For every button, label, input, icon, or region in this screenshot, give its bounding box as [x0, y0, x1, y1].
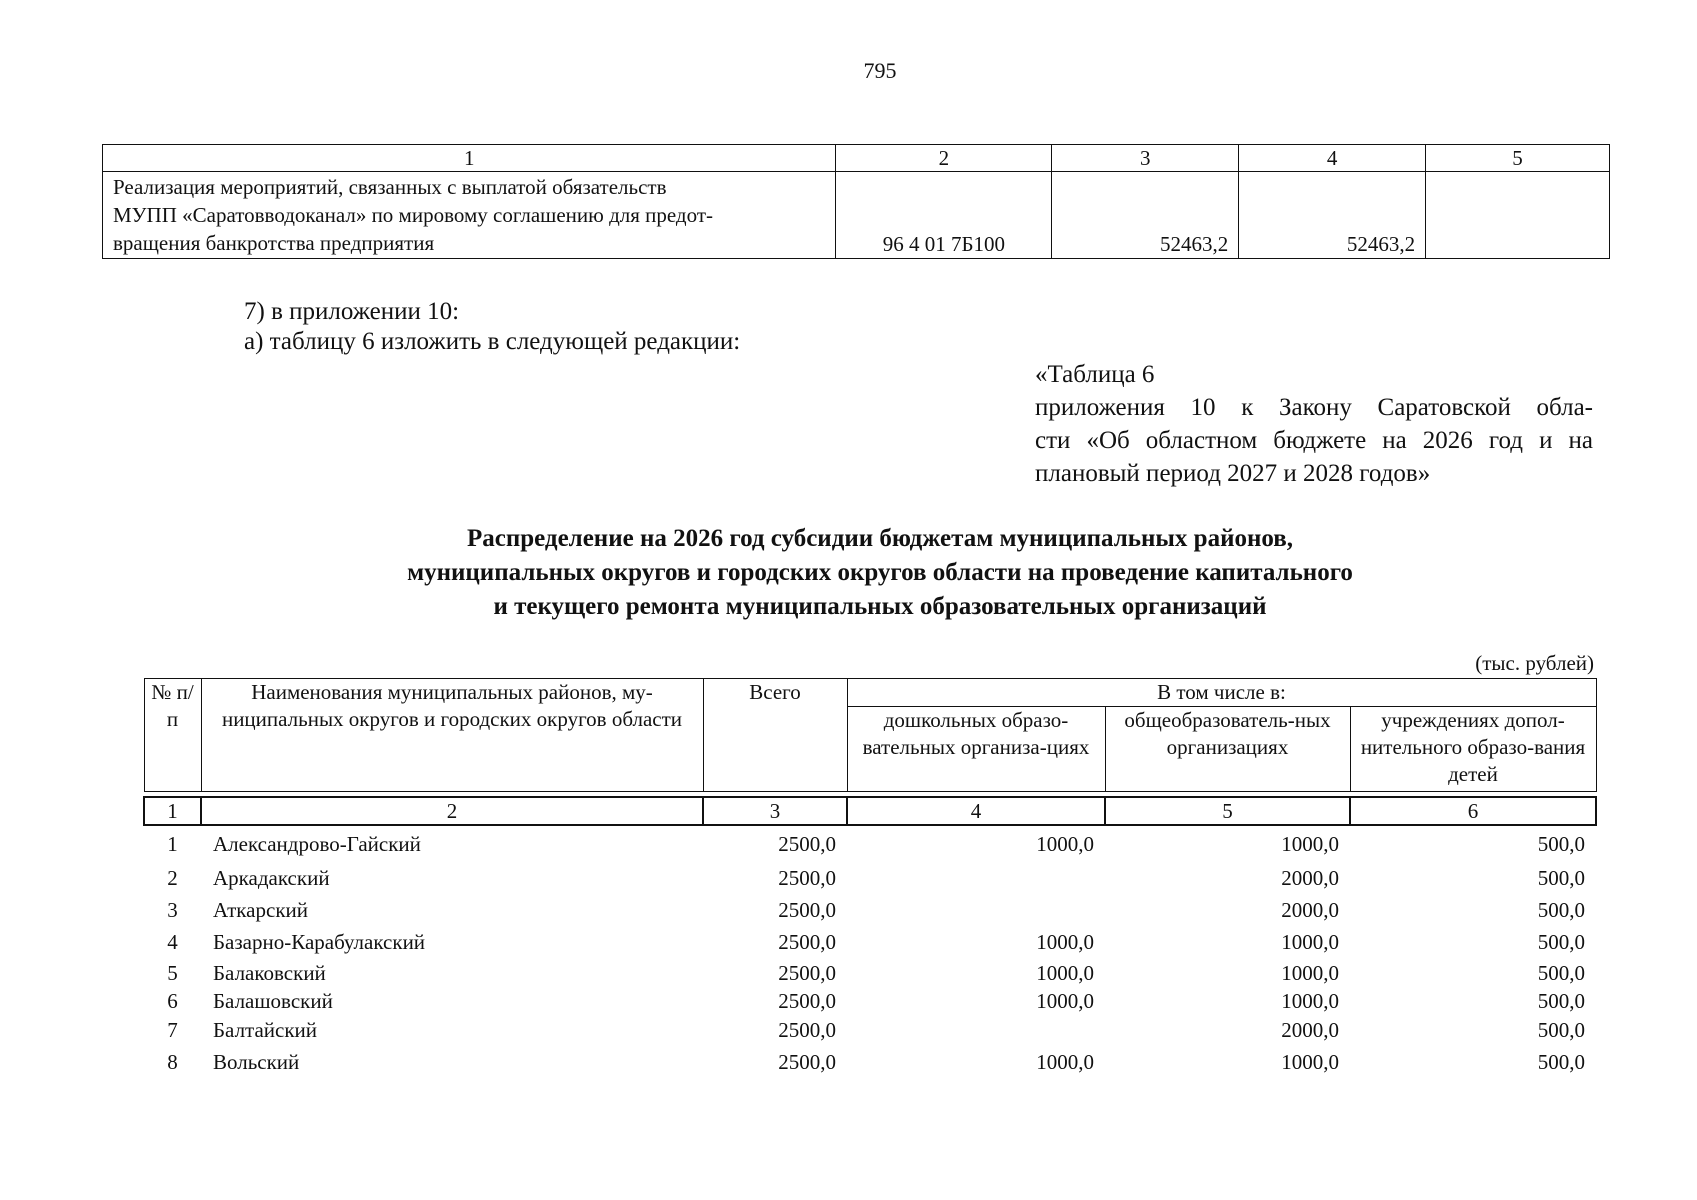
row-total: 2500,0: [778, 897, 836, 922]
row-additional: 500,0: [1537, 1017, 1586, 1042]
row-general: 1000,0: [1281, 988, 1339, 1013]
table-annotation: [1035, 358, 1593, 490]
table-header-row: [144, 679, 1596, 707]
description-line: Реализация мероприятий, связанных с выплатой обязательств: [113, 175, 667, 199]
row-number: 6: [167, 988, 178, 1013]
table-row: [144, 958, 1596, 988]
title-line: муниципальных округов и городских округов области на проведение капитального: [407, 559, 1353, 586]
title-line: и текущего ремонта муниципальных образовательных организаций: [493, 593, 1267, 620]
header-general: общеобразователь-ных организациях: [1105, 707, 1350, 792]
row-general: 1000,0: [1281, 1049, 1339, 1074]
annotation-line: «Таблица 6: [1035, 361, 1155, 388]
table-row: [144, 926, 1596, 958]
row-additional: 500,0: [1537, 897, 1586, 922]
row-col4: 52463,2: [1239, 172, 1426, 259]
column-number: 1: [144, 797, 201, 825]
column-number: 4: [847, 797, 1105, 825]
row-additional: 500,0: [1537, 1049, 1586, 1074]
row-name: Александрово-Гайский: [213, 831, 421, 856]
paragraph-item-7: 7) в приложении 10:: [244, 298, 460, 325]
units-label: (тыс. рублей): [1475, 651, 1594, 675]
row-preschool: 1000,0: [1036, 831, 1094, 856]
row-name: Балтайский: [213, 1017, 318, 1042]
table-row: [103, 172, 1610, 259]
header-additional: учреждениях допол-нительного образо-вания детей: [1350, 707, 1596, 792]
header-total: Всего: [703, 679, 847, 792]
row-col3: 52463,2: [1052, 172, 1239, 259]
row-name: Аркадакский: [213, 865, 330, 890]
row-total: 2500,0: [778, 960, 836, 985]
description-line: вращения банкротства предприятия: [113, 231, 435, 255]
row-number: 8: [167, 1049, 178, 1074]
row-description: [103, 172, 836, 259]
row-preschool: [847, 862, 1105, 894]
table-row: [144, 825, 1596, 862]
header-cell: 2: [836, 145, 1052, 172]
row-additional: 500,0: [1537, 929, 1586, 954]
page-number: 795: [863, 58, 897, 83]
row-general: 2000,0: [1281, 897, 1339, 922]
header-including: В том числе в:: [847, 679, 1596, 707]
row-total: 2500,0: [778, 1049, 836, 1074]
subsidy-table: [143, 678, 1597, 1078]
annotation-line: сти «Об областном бюджете на 2026 год и на: [1035, 427, 1593, 454]
row-preschool: 1000,0: [1036, 929, 1094, 954]
paragraph-item-a: а) таблицу 6 изложить в следующей редакции:: [244, 328, 741, 355]
row-preschool: 1000,0: [1036, 1049, 1094, 1074]
row-name: Балашовский: [213, 988, 333, 1013]
row-name: Балаковский: [213, 960, 326, 985]
title-line: Распределение на 2026 год субсидии бюджетам муниципальных районов,: [466, 525, 1294, 552]
row-number: 4: [167, 929, 178, 954]
row-name: Аткарский: [213, 897, 309, 922]
row-number: 3: [167, 897, 178, 922]
column-number: 6: [1350, 797, 1596, 825]
row-general: 1000,0: [1281, 831, 1339, 856]
row-name: Базарно-Карабулакский: [213, 929, 426, 954]
row-col5: [1426, 172, 1610, 259]
annotation-line: плановый период 2027 и 2028 годов»: [1035, 460, 1431, 487]
table-row: [144, 1014, 1596, 1046]
row-total: 2500,0: [778, 831, 836, 856]
row-number: 2: [167, 865, 178, 890]
column-number: 5: [1105, 797, 1350, 825]
continuation-table: [102, 144, 1610, 259]
row-general: 2000,0: [1281, 1017, 1339, 1042]
header-cell: 1: [103, 145, 836, 172]
header-cell: 4: [1239, 145, 1426, 172]
header-num: № п/п: [144, 679, 201, 792]
column-numbers-row: [144, 797, 1596, 825]
row-general: 1000,0: [1281, 960, 1339, 985]
row-code: 96 4 01 7Б100: [836, 172, 1052, 259]
row-general: 2000,0: [1281, 865, 1339, 890]
description-line: МУПП «Саратовводоканал» по мировому соглашению для предот-: [113, 203, 714, 227]
row-additional: 500,0: [1537, 988, 1586, 1013]
annotation-line: приложения 10 к Закону Саратовской обла-: [1035, 394, 1593, 421]
row-preschool: 1000,0: [1036, 960, 1094, 985]
header-cell: 3: [1052, 145, 1239, 172]
row-total: 2500,0: [778, 929, 836, 954]
row-number: 5: [167, 960, 178, 985]
row-additional: 500,0: [1537, 960, 1586, 985]
row-total: 2500,0: [778, 1017, 836, 1042]
table-row: [144, 894, 1596, 926]
row-name: Вольский: [213, 1049, 300, 1074]
header-preschool: дошкольных образо-вательных организа-циях: [847, 707, 1105, 792]
row-total: 2500,0: [778, 865, 836, 890]
row-number: 1: [167, 831, 178, 856]
row-preschool: 1000,0: [1036, 988, 1094, 1013]
column-number: 3: [703, 797, 847, 825]
row-preschool: [847, 894, 1105, 926]
document-title: [0, 522, 1697, 624]
row-additional: 500,0: [1537, 865, 1586, 890]
row-number: 7: [167, 1017, 178, 1042]
row-general: 1000,0: [1281, 929, 1339, 954]
table-row: [144, 988, 1596, 1014]
row-additional: 500,0: [1537, 831, 1586, 856]
column-number: 2: [201, 797, 703, 825]
table-row: [144, 862, 1596, 894]
row-total: 2500,0: [778, 988, 836, 1013]
table-row: [144, 1046, 1596, 1078]
row-preschool: [847, 1014, 1105, 1046]
continuation-table-header: [103, 145, 1610, 172]
header-name: Наименования муниципальных районов, му-ниципальных округов и городских округов области: [201, 679, 703, 792]
header-cell: 5: [1426, 145, 1610, 172]
